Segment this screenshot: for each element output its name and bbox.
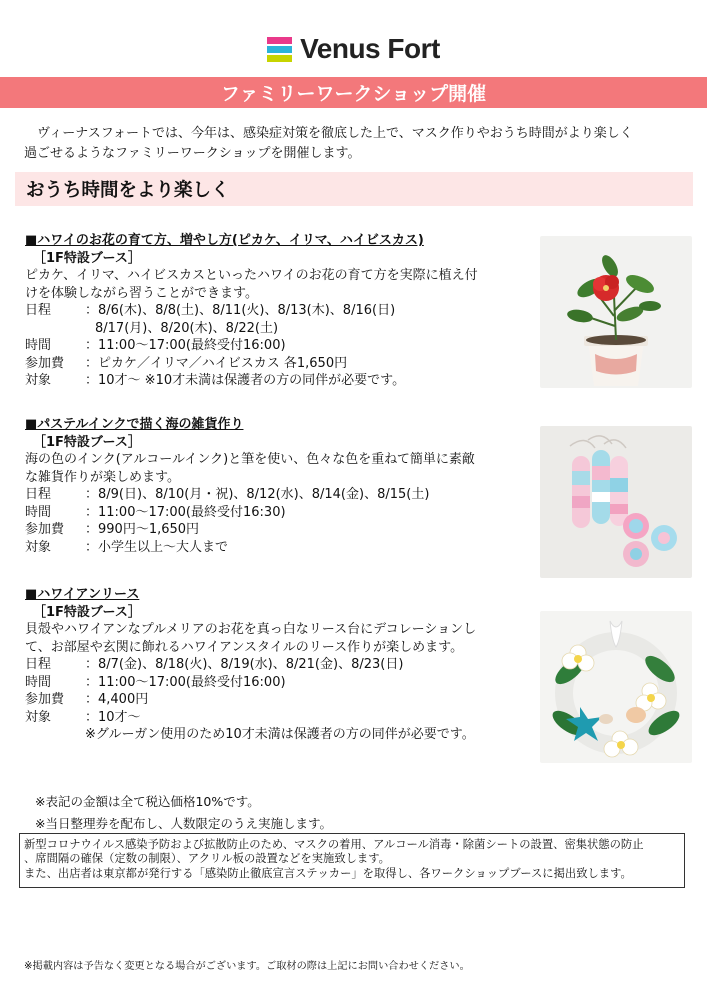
fee-label: 参加費 — [25, 522, 65, 537]
fee-row — [25, 355, 525, 373]
target-label: 対象 — [25, 539, 52, 555]
schedule-row-2 — [25, 320, 525, 338]
event-banner — [0, 77, 707, 108]
target-note: ※グルーガン使用のため10才未満は保護者の方の同伴が必要です。 — [85, 727, 475, 742]
time-row — [25, 504, 525, 522]
venus-fort-logo — [0, 33, 707, 65]
intro-paragraph — [24, 124, 692, 164]
workshop-hawaiian-wreath — [25, 586, 525, 744]
section-heading: おうち時間をより楽しく — [26, 180, 230, 201]
fee-row — [25, 691, 525, 709]
fee-label: 参加費 — [25, 692, 65, 707]
covid-measures-box — [19, 833, 685, 888]
time-row — [25, 337, 525, 355]
workshop-desc-1: 海の色のインク(アルコールインク)と筆を使い、色々な色を重ねて簡単に素敵 — [25, 452, 475, 467]
target-value: ：10才～ — [85, 709, 141, 725]
schedule-label: 日程 — [25, 487, 52, 502]
schedule-value: ：8/6(木)、8/8(土)、8/11(火)、8/13(木)、8/16(日) — [85, 303, 396, 318]
workshop-desc-1: ピカケ、イリマ、ハイビスカスといったハワイのお花の育て方を実際に植え付 — [25, 268, 478, 283]
target-label: 対象 — [25, 709, 52, 725]
schedule-value: ：8/7(金)、8/18(火)、8/19(水)、8/21(金)、8/23(日) — [85, 657, 404, 672]
target-row — [25, 709, 525, 727]
fee-value: ：4,400円 — [85, 692, 149, 707]
fee-row — [25, 521, 525, 539]
target-value: ：小学生以上～大人まで — [85, 539, 229, 555]
time-row — [25, 674, 525, 692]
target-row — [25, 372, 525, 390]
covid-line-2: 、席間隔の確保（定数の制限）、アクリル板の設置などを実施致します。 — [24, 852, 390, 866]
workshop-title: ■パステルインクで描く海の雑貨作り — [25, 417, 244, 432]
schedule-row — [25, 656, 525, 674]
schedule-value: ：8/9(日)、8/10(月・祝)、8/12(水)、8/14(金)、8/15(土) — [85, 487, 430, 502]
footer-disclaimer: ※掲載内容は予告なく変更となる場合がございます。ご取材の際は上記にお問い合わせください。 — [24, 961, 470, 972]
logo-text: Venus Fort — [300, 33, 440, 64]
covid-line-3: また、出店者は東京都が発行する「感染防止徹底宣言ステッカー」を取得し、各ワークショップブースに掲出致します。 — [24, 866, 632, 880]
fee-label: 参加費 — [25, 355, 65, 371]
intro-line-1: ヴィーナスフォートでは、今年は、感染症対策を徹底した上で、マスク作りやおうち時間がより楽しく — [24, 126, 633, 141]
time-value: ：11:00～17:00(最終受付16:00) — [85, 338, 286, 353]
schedule-value-2: 8/17(月)、8/20(木)、8/22(土) — [95, 320, 279, 336]
time-label: 時間 — [25, 504, 52, 520]
time-label: 時間 — [25, 674, 52, 690]
fee-value: ：ピカケ／イリマ／ハイビスカス 各1,650円 — [85, 355, 348, 371]
workshop-title: ■ハワイアンリース — [25, 587, 140, 602]
schedule-label: 日程 — [25, 657, 52, 672]
ticket-note: ※当日整理券を配布し、人数限定のうえ実施します。 — [35, 816, 332, 831]
time-value: ：11:00～17:00(最終受付16:00) — [85, 674, 286, 690]
target-value: ：10才～ ※10才未満は保護者の方の同伴が必要です。 — [85, 373, 406, 388]
schedule-row — [25, 302, 525, 320]
workshop-booth: ［1F特設ブース］ — [33, 434, 141, 450]
workshop-booth: ［1F特設ブース］ — [33, 250, 141, 266]
hawaiian-wreath-photo — [540, 611, 692, 763]
workshop-desc-2: な雑貨作りが楽しめます。 — [25, 469, 180, 485]
time-label: 時間 — [25, 338, 52, 353]
workshop-desc-2: て、お部屋や玄関に飾れるハワイアンスタイルのリース作りが楽しめます。 — [25, 639, 464, 655]
fee-value: ：990円～1,650円 — [85, 522, 200, 537]
covid-line-1: 新型コロナウイルス感染予防および拡散防止のため、マスクの着用、アルコール消毒・除菌シートの設置、密集状態の防止 — [24, 838, 644, 851]
schedule-label: 日程 — [25, 303, 52, 318]
section-heading-band — [15, 172, 693, 206]
workshop-desc-2: けを体験しながら習うことができます。 — [25, 285, 258, 301]
pastel-ink-crafts-photo — [540, 426, 692, 578]
time-value: ：11:00～17:00(最終受付16:30) — [85, 504, 286, 520]
target-row — [25, 539, 525, 557]
target-label: 対象 — [25, 373, 52, 388]
workshop-hawaiian-flowers — [25, 232, 525, 390]
workshop-title: ■ハワイのお花の育て方、増やし方(ピカケ、イリマ、ハイビスカス) — [25, 233, 424, 248]
schedule-row — [25, 486, 525, 504]
intro-line-2: 過ごせるようなファミリーワークショップを開催します。 — [24, 146, 361, 161]
workshop-pastel-ink — [25, 416, 525, 556]
workshop-desc-1: 貝殻やハワイアンなプルメリアのお花を真っ白なリース台にデコレーションし — [25, 622, 477, 637]
tax-note: ※表記の金額は全て税込価格10%です。 — [35, 794, 260, 809]
logo-mark-icon — [267, 37, 292, 62]
hibiscus-plant-photo — [540, 236, 692, 388]
banner-title: ファミリーワークショップ開催 — [220, 83, 487, 105]
workshop-booth: ［1F特設ブース］ — [33, 604, 141, 620]
